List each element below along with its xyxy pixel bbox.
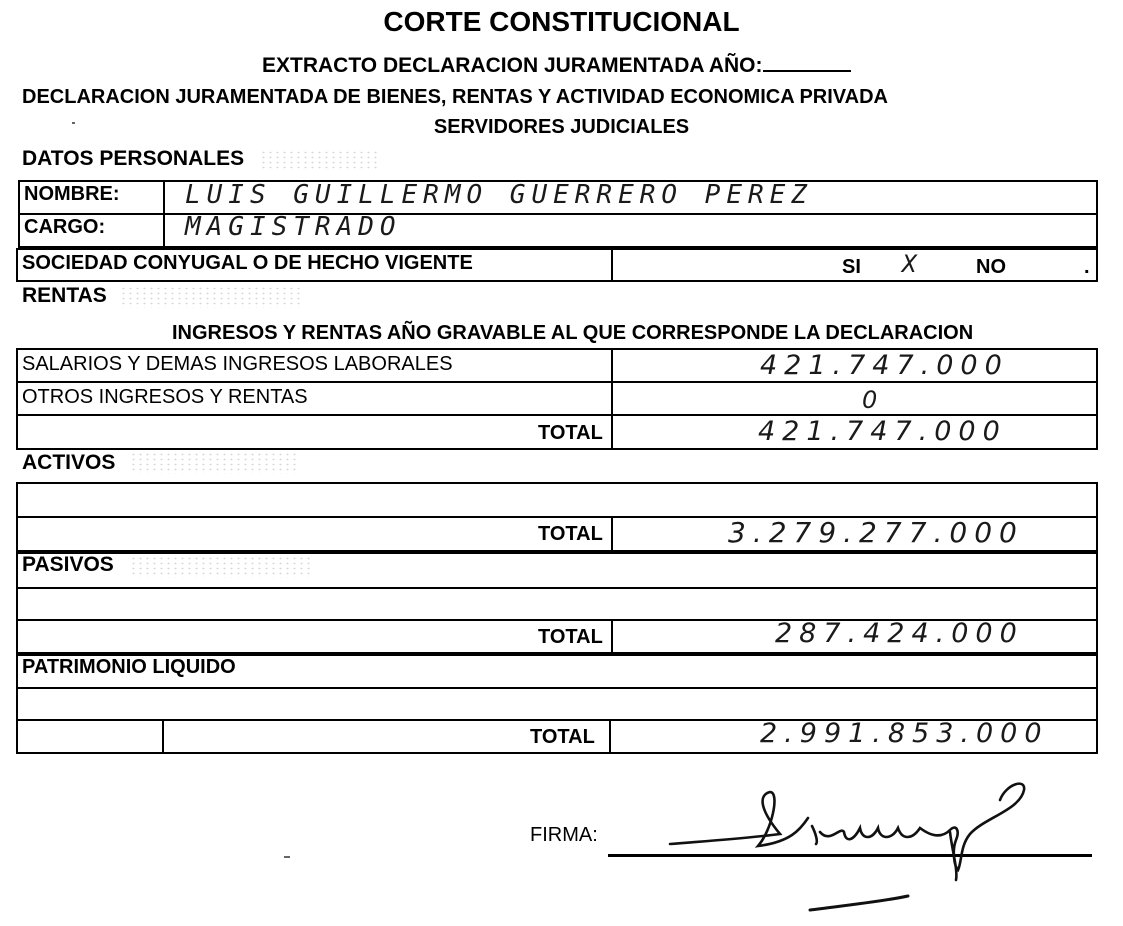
datos-personales-label: DATOS PERSONALES [22,147,245,170]
subtitle-text: EXTRACTO DECLARACION JURAMENTADA AÑO: [262,54,763,77]
servidores-heading: SERVIDORES JUDICIALES [433,116,690,138]
pasivos-total-label: TOTAL [538,626,603,648]
salarios-label: SALARIOS Y DEMAS INGRESOS LABORALES [22,353,453,375]
patrimonio-total-value: 2.991.853.000 [760,718,1049,749]
col-divider [609,719,611,754]
col-divider [162,719,164,754]
patrimonio-label: PATRIMONIO LIQUIDO [22,656,236,678]
scan-dot [72,122,75,124]
rentas-label: RENTAS [22,284,107,307]
declaration-heading: DECLARACION JURAMENTADA DE BIENES, RENTAS Y ACTIVIDAD ECONOMICA PRIVADA [22,86,888,108]
patrimonio-total-label: TOTAL [530,726,595,748]
rentas-total-label: TOTAL [538,422,603,444]
col-divider [611,619,613,654]
year-blank-field [763,50,851,72]
si-label: SI [842,256,861,278]
col-divider [163,180,165,248]
row-divider [18,213,1098,215]
nombre-value: LUIS GUILLERMO GUERRERO PEREZ [185,180,813,210]
scan-noise [120,286,300,308]
activos-label: ACTIVOS [22,451,116,474]
otros-label: OTROS INGRESOS Y RENTAS [22,386,308,408]
pasivos-label: PASIVOS [22,553,114,576]
no-checkmark: . [1084,256,1090,278]
no-label: NO [976,256,1006,278]
handwritten-signature [640,770,1060,920]
nombre-label: NOMBRE: [24,183,120,205]
col-divider [611,516,613,552]
scan-noise [130,452,300,474]
activos-total-label: TOTAL [538,523,603,545]
document-subtitle [262,50,851,78]
otros-value: 0 [862,386,885,414]
scan-dot [284,856,290,858]
ingresos-heading: INGRESOS Y RENTAS AÑO GRAVABLE AL QUE CORRESPONDE LA DECLARACION [172,322,974,344]
cargo-value: MAGISTRADO [185,212,402,242]
firma-label: FIRMA: [530,824,598,846]
row-divider [16,381,1098,383]
sociedad-label: SOCIEDAD CONYUGAL O DE HECHO VIGENTE [22,252,473,274]
row-divider [16,687,1098,689]
salarios-value: 421.747.000 [760,350,1009,381]
rentas-total-value: 421.747.000 [758,416,1007,447]
activos-total-value: 3.279.277.000 [728,516,1024,549]
pasivos-total-value: 287.424.000 [775,618,1024,649]
col-divider [611,248,613,282]
document-title: CORTE CONSTITUCIONAL [383,6,740,37]
cargo-label: CARGO: [24,216,106,238]
col-divider [611,348,613,450]
row-divider [16,587,1098,589]
scan-noise [260,150,380,170]
si-checkmark: X [902,250,923,278]
